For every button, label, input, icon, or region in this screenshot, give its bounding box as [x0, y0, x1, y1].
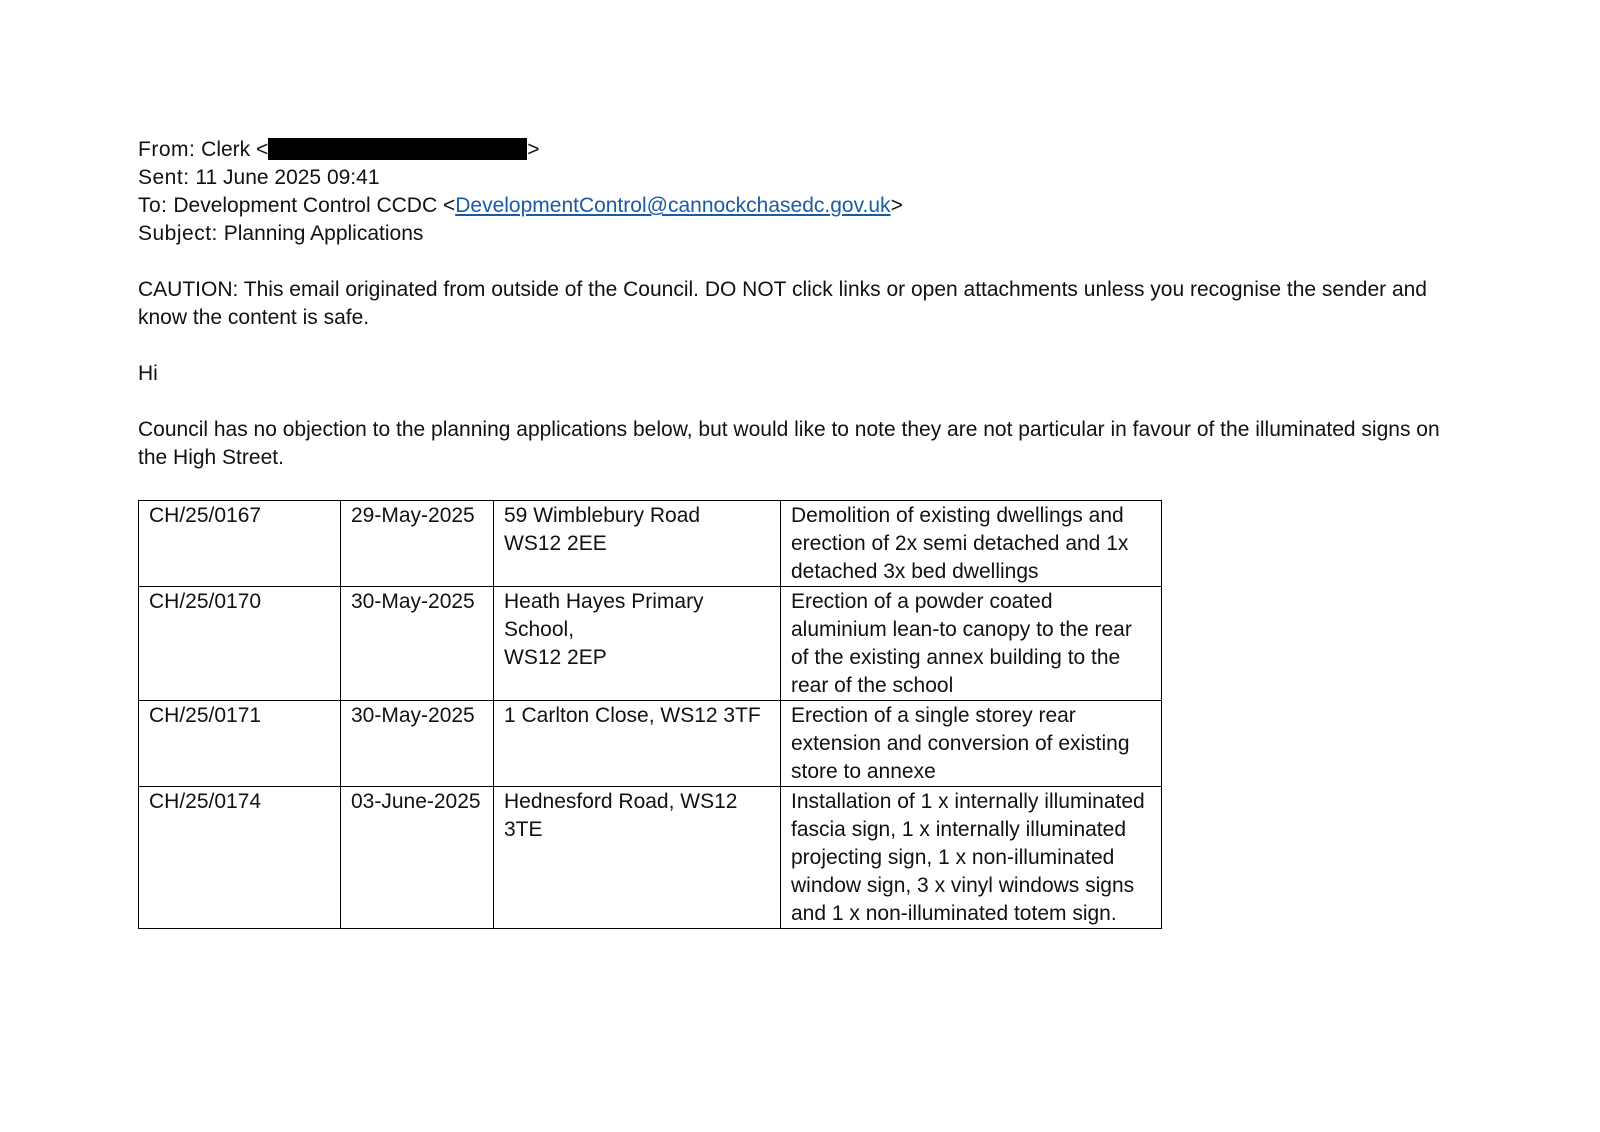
sent-label: Sent: — [138, 166, 190, 189]
applications-table — [138, 500, 1162, 929]
spacer — [138, 248, 1468, 276]
application-date: 30-May-2025 — [341, 701, 494, 787]
application-address: 59 Wimblebury Road WS12 2EE — [494, 501, 781, 587]
email-document — [138, 136, 1468, 929]
from-label: From: — [138, 138, 196, 161]
application-description: Erection of a single storey rear extension and conversion of existing store to annexe — [781, 701, 1162, 787]
table-row — [139, 787, 1162, 929]
application-date: 29-May-2025 — [341, 501, 494, 587]
from-value: Clerk < — [201, 138, 269, 161]
to-line — [138, 192, 1468, 220]
from-line — [138, 136, 1468, 164]
greeting: Hi — [138, 362, 158, 385]
application-date: 03-June-2025 — [341, 787, 494, 929]
to-value: Development Control CCDC < — [173, 194, 456, 217]
application-description: Demolition of existing dwellings and erection of 2x semi detached and 1x detached 3x bed dwellings — [781, 501, 1162, 587]
table-row — [139, 701, 1162, 787]
application-date: 30-May-2025 — [341, 587, 494, 701]
to-email-link[interactable]: DevelopmentControl@cannockchasedc.gov.uk — [455, 194, 891, 217]
application-description: Installation of 1 x internally illuminated fascia sign, 1 x internally illuminated projecting sign, 1 x non-illuminated window sign, 3 x vinyl windows signs and 1 x non-illuminated totem sign. — [781, 787, 1162, 929]
application-ref: CH/25/0167 — [139, 501, 341, 587]
to-label: To: — [138, 194, 168, 217]
table-row — [139, 587, 1162, 701]
application-ref: CH/25/0174 — [139, 787, 341, 929]
application-address: Hednesford Road, WS12 3TE — [494, 787, 781, 929]
application-address: 1 Carlton Close, WS12 3TF — [494, 701, 781, 787]
from-close: > — [527, 138, 540, 161]
caution-notice: CAUTION: This email originated from outside of the Council. DO NOT click links or open attachments unless you recognise the sender and know the content is safe. — [138, 278, 1427, 329]
subject-line — [138, 220, 1468, 248]
sent-value: 11 June 2025 09:41 — [195, 166, 380, 189]
to-close: > — [890, 194, 903, 217]
application-description: Erection of a powder coated aluminium lean-to canopy to the rear of the existing annex building to the rear of the school — [781, 587, 1162, 701]
sent-line — [138, 164, 1468, 192]
spacer — [138, 332, 1468, 360]
application-ref: CH/25/0171 — [139, 701, 341, 787]
redacted-email-block — [268, 138, 527, 160]
message-paragraph: Council has no objection to the planning applications below, but would like to note they are not particular in favour of the illuminated signs on the High Street. — [138, 418, 1440, 469]
application-ref: CH/25/0170 — [139, 587, 341, 701]
subject-label: Subject: — [138, 222, 218, 245]
spacer — [138, 388, 1468, 416]
subject-value: Planning Applications — [223, 222, 424, 245]
application-address: Heath Hayes Primary School, WS12 2EP — [494, 587, 781, 701]
table-row — [139, 501, 1162, 587]
